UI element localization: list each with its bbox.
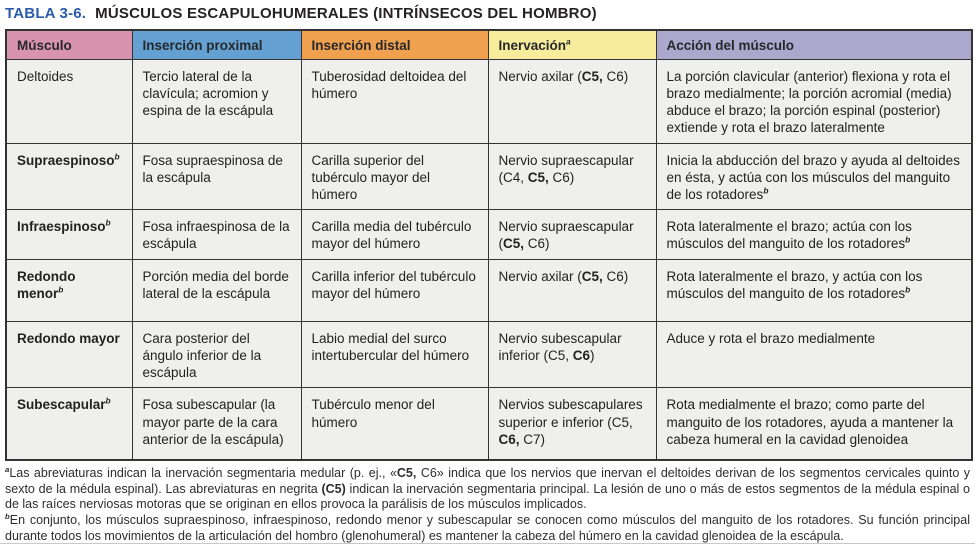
muscle-cell: Deltoides bbox=[6, 60, 132, 144]
innervation-cell: Nervio axilar (C5, C6) bbox=[488, 60, 656, 144]
header-row bbox=[6, 30, 972, 60]
table-row bbox=[6, 60, 972, 144]
action-cell: Rota medialmente el brazo; como parte del manguito de los rotadores, ayuda a mantener la cabeza humeral en la cavidad glenoidea bbox=[656, 388, 972, 460]
action-cell: Aduce y rota el brazo medialmente bbox=[656, 321, 972, 387]
table-row bbox=[6, 321, 972, 387]
distal-insertion-cell: Carilla media del tubérculo mayor del húmero bbox=[301, 209, 488, 259]
distal-insertion-cell: Carilla superior del tubérculo mayor del húmero bbox=[301, 143, 488, 209]
innervation-cell: Nervios subescapulares superior e inferior (C5, C6, C7) bbox=[488, 388, 656, 460]
distal-insertion-cell: Tuberosidad deltoidea del húmero bbox=[301, 60, 488, 144]
proximal-insertion-cell: Porción media del borde lateral de la escápula bbox=[132, 259, 301, 321]
footnote-a: $^a$Las abreviaturas indican la inervación segmentaria medular (p. ej., «C5, C6» indica que los nervios que inervan el deltoides derivan de los segmentos cervicales quinto y sexto de la médula espinal). Las abreviaturas en negrita (C5) indican la inervación segmentaria principal. La lesión de uno o más de estos segmentos de la médula espinal o de las raíces nerviosas motoras que se originan en ellos provoca la parálisis de los músculos implicados. bbox=[5, 464, 971, 512]
muscles-table bbox=[5, 29, 973, 461]
proximal-insertion-cell: Fosa subescapular (la mayor parte de la cara anterior de la escápula) bbox=[132, 388, 301, 460]
muscle-cell: Redondo mayor bbox=[6, 321, 132, 387]
proximal-insertion-cell: Cara posterior del ángulo inferior de la escápula bbox=[132, 321, 301, 387]
innervation-cell: Nervio supraescapular (C5, C6) bbox=[488, 209, 656, 259]
muscle-cell: Infraespinoso$^b$ bbox=[6, 209, 132, 259]
muscle-cell: Subescapular$^b$ bbox=[6, 388, 132, 460]
action-cell: La porción clavicular (anterior) flexiona y rota el brazo medialmente; la porción acromial (media) abduce el brazo; la porción espinal (posterior) extiende y rota el brazo lateralmente bbox=[656, 60, 972, 144]
column-header-distal: Inserción distal bbox=[301, 30, 488, 60]
table-row bbox=[6, 259, 972, 321]
action-cell: Inicia la abducción del brazo y ayuda al deltoides en ésta, y actúa con los músculos del manguito de los rotadores$^b$ bbox=[656, 143, 972, 209]
distal-insertion-cell: Labio medial del surco intertubercular del húmero bbox=[301, 321, 488, 387]
muscle-cell: Redondo menor$^b$ bbox=[6, 259, 132, 321]
innervation-cell: Nervio subescapular inferior (C5, C6) bbox=[488, 321, 656, 387]
action-cell: Rota lateralmente el brazo; actúa con los músculos del manguito de los rotadores$^b$ bbox=[656, 209, 972, 259]
footnote-b: $^b$En conjunto, los músculos supraespinoso, infraespinoso, redondo menor y subescapular se conocen como músculos del manguito de los rotadores. Su función principal durante todos los movimientos de la articulación del hombro (glenohumeral) es mantener la cabeza del húmero en la cavidad glenoidea de la escápula. bbox=[5, 512, 970, 543]
column-header-muscle: Músculo bbox=[6, 30, 132, 60]
action-cell: Rota lateralmente el brazo, y actúa con los músculos del manguito de los rotadores$^b$ bbox=[656, 259, 972, 321]
innervation-cell: Nervio supraescapular (C4, C5, C6) bbox=[488, 143, 656, 209]
distal-insertion-cell: Tubérculo menor del húmero bbox=[301, 388, 488, 460]
footnotes bbox=[5, 466, 971, 544]
table-row bbox=[6, 209, 972, 259]
table-title-text: MÚSCULOS ESCAPULOHUMERALES (INTRÍNSECOS DEL HOMBRO) bbox=[95, 5, 597, 22]
table-row bbox=[6, 143, 972, 209]
table-number-label: TABLA 3-6. bbox=[5, 5, 87, 22]
proximal-insertion-cell: Fosa infraespinosa de la escápula bbox=[132, 209, 301, 259]
table-title bbox=[5, 5, 971, 22]
column-header-innervation: Inervación$^a$ bbox=[488, 30, 656, 60]
distal-insertion-cell: Carilla inferior del tubérculo mayor del húmero bbox=[301, 259, 488, 321]
proximal-insertion-cell: Fosa supraespinosa de la escápula bbox=[132, 143, 301, 209]
innervation-cell: Nervio axilar (C5, C6) bbox=[488, 259, 656, 321]
proximal-insertion-cell: Tercio lateral de la clavícula; acromion y espina de la escápula bbox=[132, 60, 301, 144]
table-row bbox=[6, 388, 972, 460]
column-header-action: Acción del músculo bbox=[656, 30, 972, 60]
column-header-proximal: Inserción proximal bbox=[132, 30, 301, 60]
muscle-cell: Supraespinoso$^b$ bbox=[6, 143, 132, 209]
